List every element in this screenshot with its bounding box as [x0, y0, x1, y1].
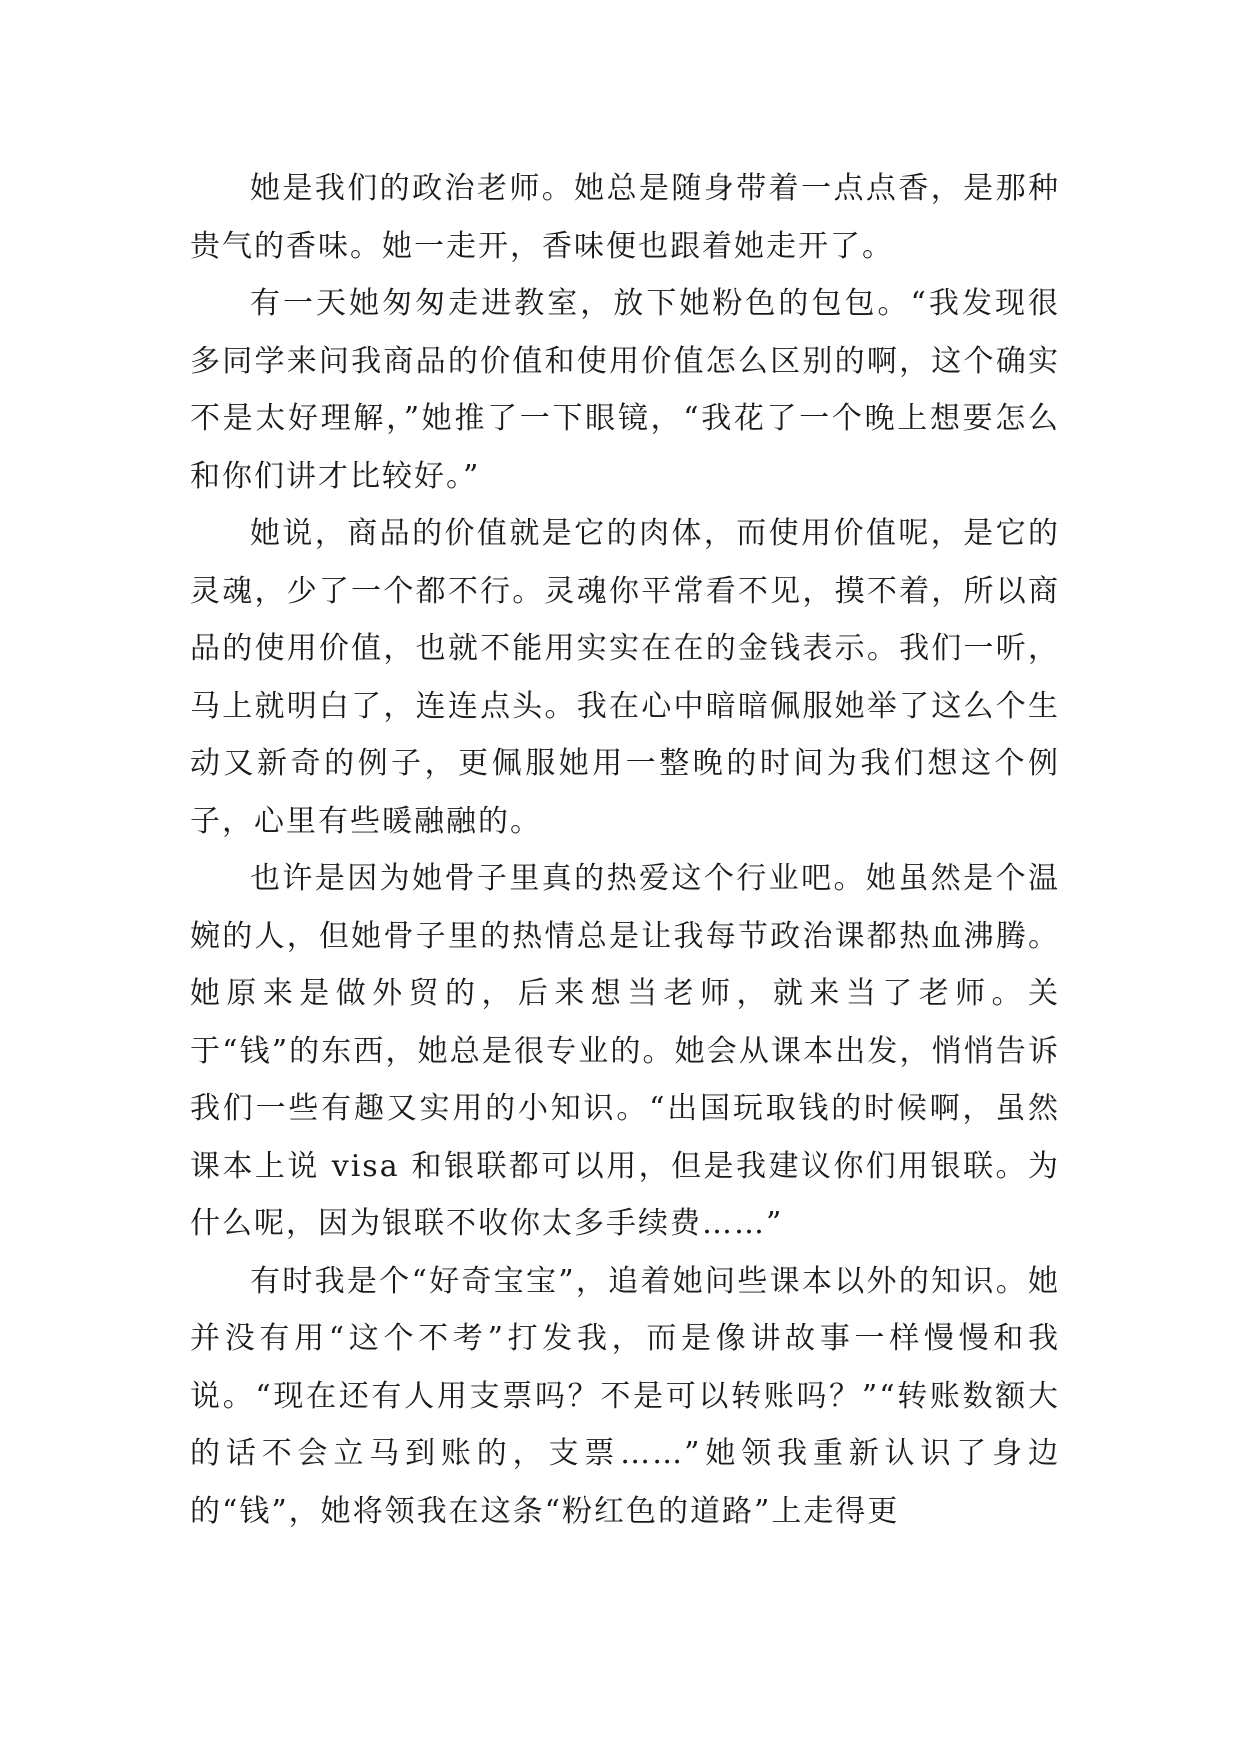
- paragraph-4: 也许是因为她骨子里真的热爱这个行业吧。她虽然是个温婉的人，但她骨子里的热情总是让我每节政治课都热血沸腾。她原来是做外贸的，后来想当老师，就来当了老师。关于“钱”的东西，她总是很专业的。她会从课本出发，悄悄告诉我们一些有趣又实用的小知识。“出国玩取钱的时候啊，虽然课本上说 visa 和银联都可以用，但是我建议你们用银联。为什么呢，因为银联不收你太多手续费……”: [190, 861, 1060, 1241]
- paragraph-2: 有一天她匆匆走进教室，放下她粉色的包包。“我发现很多同学来问我商品的价值和使用价值怎么区别的啊，这个确实不是太好理解，”她推了一下眼镜，“我花了一个晚上想要怎么和你们讲才比较好。”: [190, 286, 1060, 494]
- document-body: [190, 160, 1060, 1540]
- paragraph-3: 她说，商品的价值就是它的肉体，而使用价值呢，是它的灵魂，少了一个都不行。灵魂你平常看不见，摸不着，所以商品的使用价值，也就不能用实实在在的金钱表示。我们一听，马上就明白了，连连点头。我在心中暗暗佩服她举了这么个生动又新奇的例子，更佩服她用一整晚的时间为我们想这个例子，心里有些暖融融的。: [190, 516, 1060, 839]
- paragraph-1: 她是我们的政治老师。她总是随身带着一点点香，是那种贵气的香味。她一走开，香味便也跟着她走开了。: [190, 171, 1060, 264]
- paragraph-5: 有时我是个“好奇宝宝”，追着她问些课本以外的知识。她并没有用“这个不考”打发我，而是像讲故事一样慢慢和我说。“现在还有人用支票吗？不是可以转账吗？”“转账数额大的话不会立马到账的，支票……”她领我重新认识了身边的“钱”，她将领我在这条“粉红色的道路”上走得更: [190, 1263, 1060, 1529]
